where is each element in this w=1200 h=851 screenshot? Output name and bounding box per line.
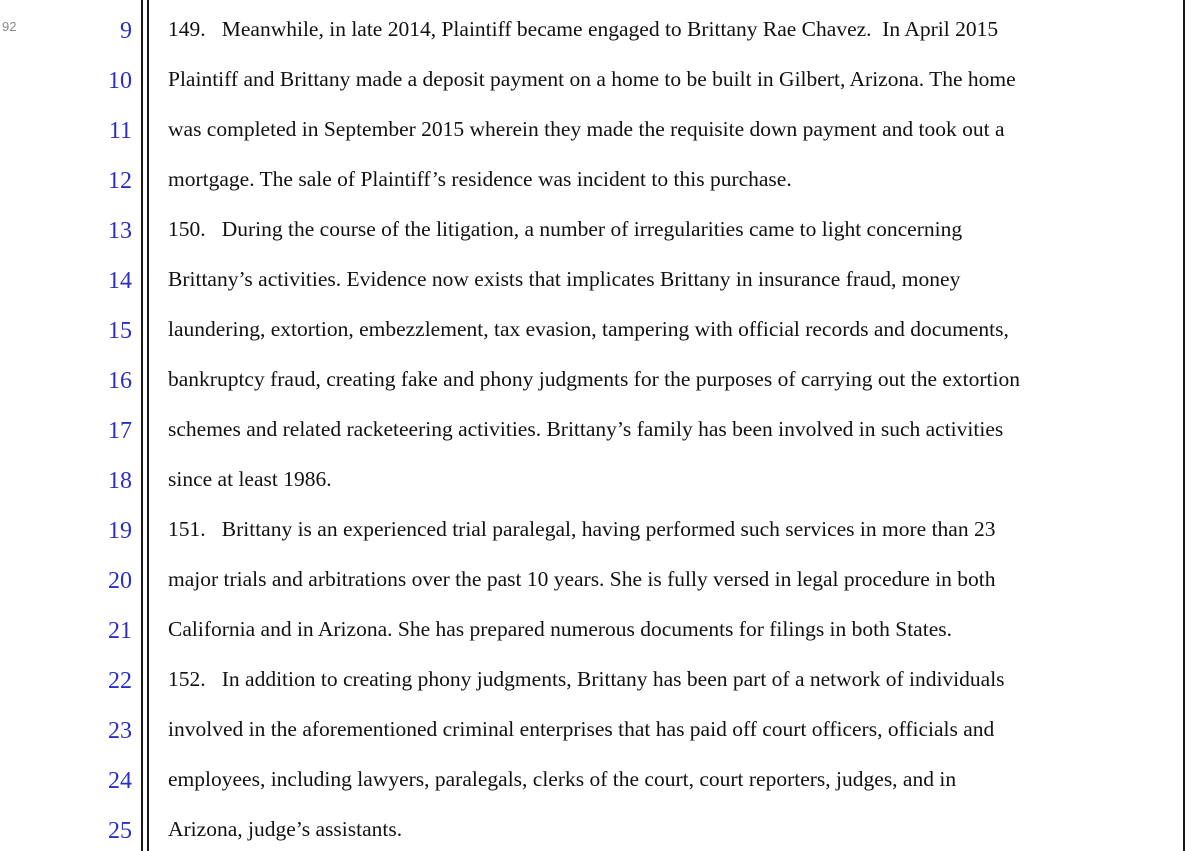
line-number: 25 xyxy=(108,818,132,844)
line-number: 9 xyxy=(120,18,132,44)
text-line: Brittany’s activities. Evidence now exists that implicates Brittany in insurance fraud, money xyxy=(168,267,961,291)
text-line: schemes and related racketeering activities. Brittany’s family has been involved in such activities xyxy=(168,417,1004,441)
line-number: 17 xyxy=(108,418,132,444)
left-margin-rule-inner xyxy=(147,0,149,851)
text-line: involved in the aforementioned criminal enterprises that has paid off court officers, officials and xyxy=(168,717,995,741)
right-margin-rule xyxy=(1183,0,1185,851)
line-number: 22 xyxy=(108,668,132,694)
text-line: California and in Arizona. She has prepared numerous documents for filings in both States. xyxy=(168,617,952,641)
text-line: 151. Brittany is an experienced trial paralegal, having performed such services in more than 23 xyxy=(168,517,996,541)
line-number: 24 xyxy=(108,768,132,794)
text-line: since at least 1986. xyxy=(168,467,332,491)
line-number: 18 xyxy=(108,468,132,494)
text-line: mortgage. The sale of Plaintiff’s residence was incident to this purchase. xyxy=(168,167,792,191)
line-number: 19 xyxy=(108,518,132,544)
line-number: 13 xyxy=(108,218,132,244)
text-line: major trials and arbitrations over the past 10 years. She is fully versed in legal procedure in both xyxy=(168,567,996,591)
text-line: bankruptcy fraud, creating fake and phony judgments for the purposes of carrying out the extortion xyxy=(168,367,1020,391)
line-number: 16 xyxy=(108,368,132,394)
page-number: 92 xyxy=(2,19,17,34)
text-line: Plaintiff and Brittany made a deposit payment on a home to be built in Gilbert, Arizona. The home xyxy=(168,67,1016,91)
line-number: 15 xyxy=(108,318,132,344)
text-line: 149. Meanwhile, in late 2014, Plaintiff became engaged to Brittany Rae Chavez. In April 2015 xyxy=(168,17,999,41)
text-line: was completed in September 2015 wherein they made the requisite down payment and took out a xyxy=(168,117,1005,141)
line-number: 14 xyxy=(108,268,132,294)
text-line: laundering, extortion, embezzlement, tax evasion, tampering with official records and documents, xyxy=(168,317,1009,341)
text-line: 150. During the course of the litigation, a number of irregularities came to light concerning xyxy=(168,217,963,241)
text-line: employees, including lawyers, paralegals, clerks of the court, court reporters, judges, and in xyxy=(168,767,957,791)
line-number: 11 xyxy=(108,118,132,144)
line-number: 10 xyxy=(108,68,132,94)
line-number: 23 xyxy=(108,718,132,744)
text-line: Arizona, judge’s assistants. xyxy=(168,817,403,841)
line-number: 21 xyxy=(108,618,132,644)
left-margin-rule-outer xyxy=(141,0,143,851)
line-number: 20 xyxy=(108,568,132,594)
text-line: 152. In addition to creating phony judgments, Brittany has been part of a network of individuals xyxy=(168,667,1005,691)
line-number: 12 xyxy=(108,168,132,194)
